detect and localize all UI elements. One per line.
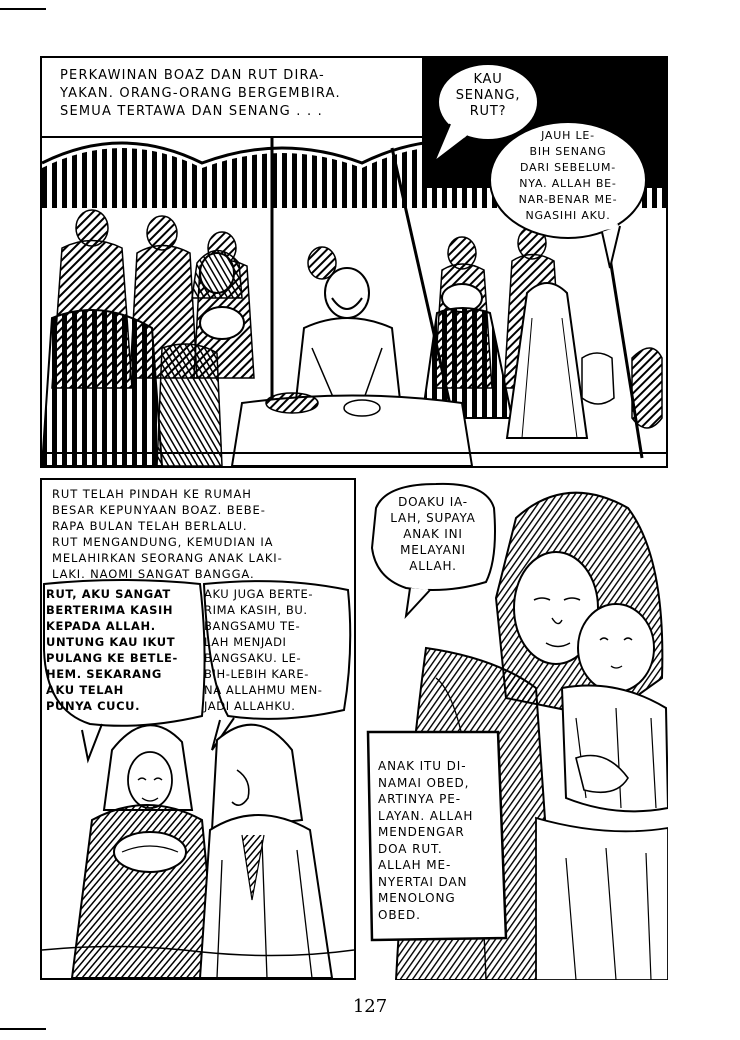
narration-caption-wedding: PERKAWINAN BOAZ DAN RUT DIRA- YAKAN. ORANG-ORANG BERGEMBIRA. SEMUA TERTAWA DAN SENANG . . . xyxy=(40,56,424,138)
speech-balloon-ruth-reply: AKU JUGA BERTE- RIMA KASIH, BU. BANGSAMU TE- LAH MENJADI BANGSAKU. LE- BIH-LEBIH KARE- NA ALLAHMU MEN- JADI ALLAHKU. xyxy=(204,587,323,713)
page-corner-mark-bottom xyxy=(0,1028,46,1030)
panel-wedding-feast xyxy=(40,56,668,468)
panel-naomi-ruth xyxy=(40,478,356,980)
speech-balloon-question: KAU SENANG, RUT? xyxy=(455,72,521,119)
narration-caption-obed: ANAK ITU DI- NAMAI OBED, ARTINYA PE- LAYAN. ALLAH MENDENGAR DOA RUT. ALLAH ME- NYERTAI DAN MENOLONG OBED. xyxy=(378,759,474,922)
speech-balloon-prayer: DOAKU IA- LAH, SUPAYA ANAK INI MELAYANI ALLAH. xyxy=(390,495,476,573)
narration-caption-birth: RUT TELAH PINDAH KE RUMAH BESAR KEPUNYAAN BOAZ. BEBE- RAPA BULAN TELAH BERLALU. RUT MENGANDUNG, KEMUDIAN IA MELAHIRKAN SEORANG ANAK LAKI- LAKI. NAOMI SANGAT BANGGA. xyxy=(46,482,352,580)
page-corner-mark-top xyxy=(0,8,46,10)
speech-balloon-naomi: RUT, AKU SANGAT BERTERIMA KASIH KEPADA ALLAH. UNTUNG KAU IKUT PULANG KE BETLE- HEM. SEKARANG AKU TELAH PUNYA CUCU. xyxy=(46,587,178,713)
speech-balloon-ruth-answer: JAUH LE- BIH SENANG DARI SEBELUM- NYA. ALLAH BE- NAR-BENAR ME- NGASIHI AKU. xyxy=(518,129,618,222)
page-number: 127 xyxy=(352,996,388,1017)
panel-ruth-baby xyxy=(366,478,668,980)
